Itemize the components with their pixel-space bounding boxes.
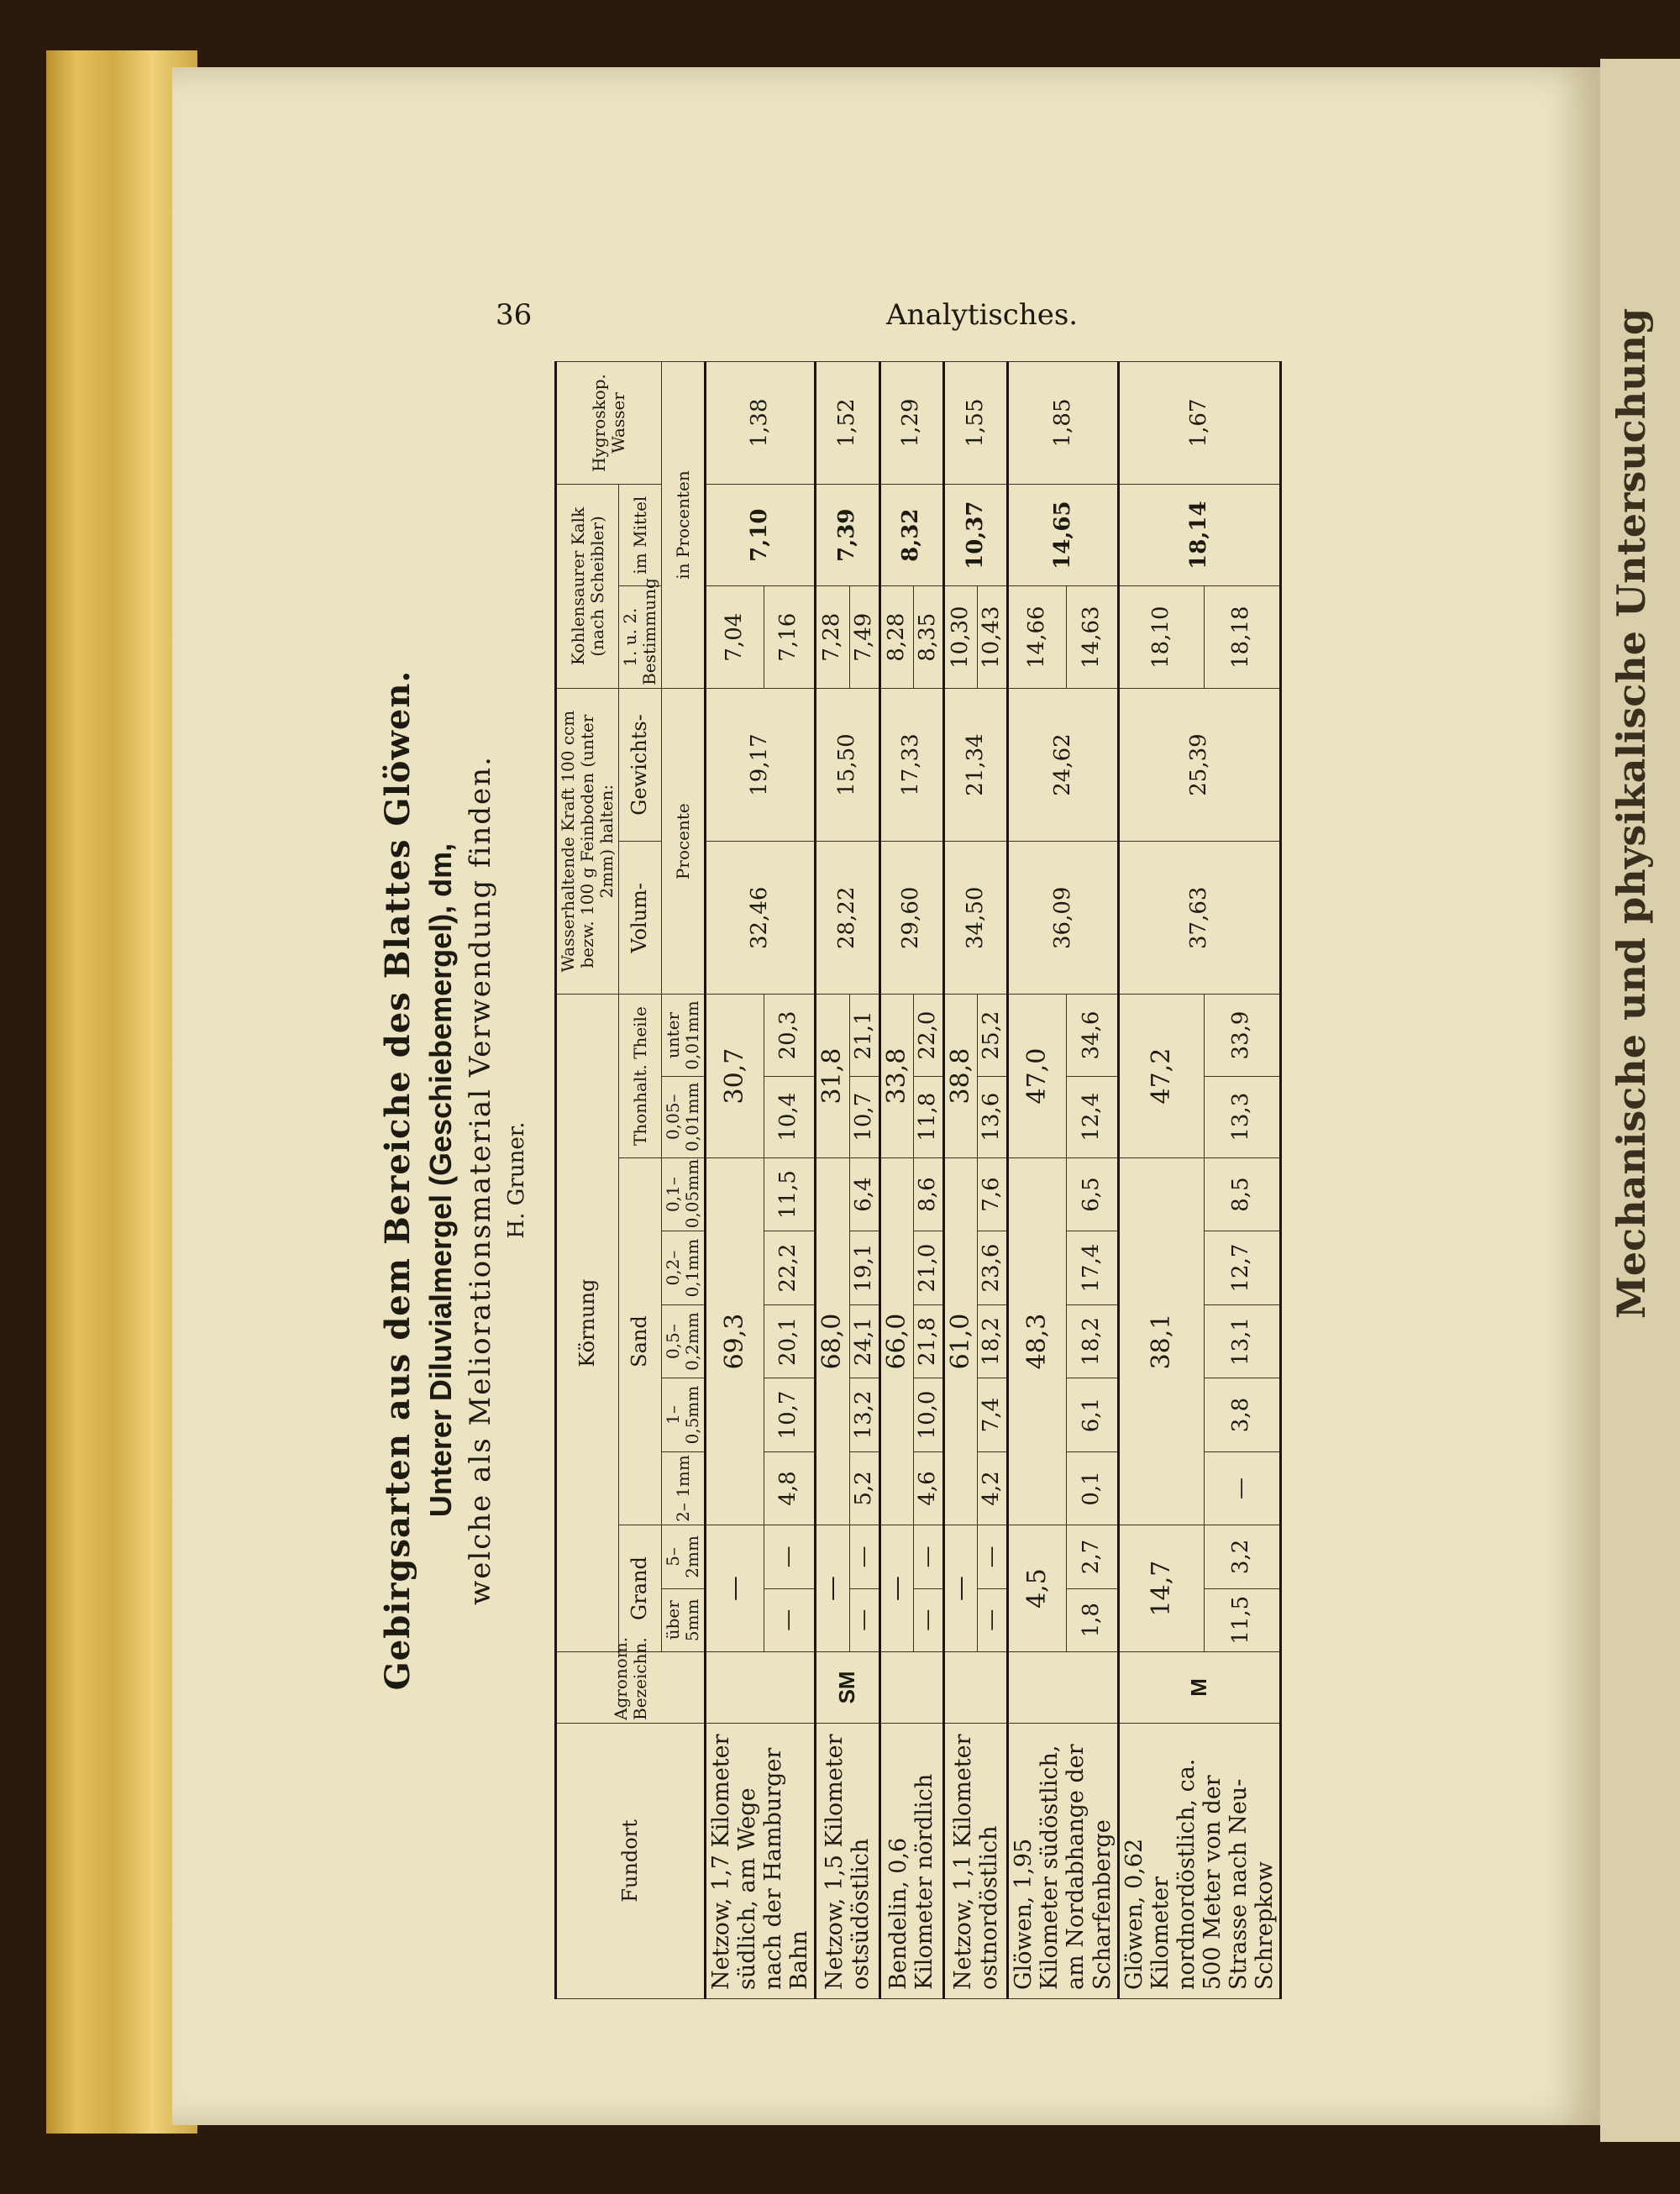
col-sand: Sand: [619, 1157, 662, 1525]
grand-1-cell: —: [764, 1588, 816, 1651]
sand-fraction-cell: 20,1: [764, 1304, 816, 1378]
hygro-cell: 1,52: [816, 362, 879, 485]
col-grand: Grand: [619, 1525, 662, 1652]
col-mittel: im Mittel: [619, 484, 662, 586]
fundort-cell: Glöwen, 1,95 Kilometer südöstlich, am Nordabhange der Scharfenberge: [1008, 1723, 1118, 1998]
sand-total-cell: 66,0: [879, 1157, 914, 1525]
volum-cell: 28,22: [816, 842, 879, 995]
gewicht-cell: 25,39: [1118, 688, 1280, 841]
gewicht-cell: 17,33: [879, 688, 943, 841]
grand-2-cell: —: [849, 1525, 879, 1588]
grand-1-cell: 11,5: [1205, 1588, 1281, 1651]
col-hygro: Hygroskop. Wasser: [556, 362, 662, 485]
sand-fraction-cell: 18,2: [978, 1304, 1008, 1378]
sand-total-cell: 61,0: [943, 1157, 978, 1525]
volum-cell: 32,46: [706, 842, 816, 995]
sand-fraction-cell: 17,4: [1066, 1231, 1118, 1304]
hygro-cell: 1,38: [706, 362, 816, 485]
grand-2-cell: —: [914, 1525, 944, 1588]
volum-cell: 36,09: [1008, 842, 1118, 995]
sand-fraction-cell: 10,7: [764, 1378, 816, 1451]
sand-fraction-cell: 5,2: [849, 1451, 879, 1525]
col-s2: 1– 0,5mm: [662, 1378, 706, 1451]
sand-fraction-cell: 13,2: [849, 1378, 879, 1451]
kalk-1-cell: 14,66: [1008, 586, 1067, 689]
sand-fraction-cell: 7,4: [978, 1378, 1008, 1451]
kalk-1-cell: 8,28: [879, 586, 914, 689]
sand-fraction-cell: 6,4: [849, 1157, 879, 1231]
grand-total-cell: —: [943, 1525, 978, 1652]
page-number: 36: [496, 298, 533, 332]
staub-cell: 13,6: [978, 1076, 1008, 1157]
feinstes-cell: 25,2: [978, 995, 1008, 1076]
col-kalk: Kohlensaurer Kalk (nach Scheibler): [556, 484, 619, 688]
thon-total-cell: 38,8: [943, 995, 978, 1157]
sand-fraction-cell: 6,5: [1066, 1157, 1118, 1231]
grand-1-cell: —: [914, 1588, 944, 1651]
sand-fraction-cell: 8,6: [914, 1157, 944, 1231]
thon-total-cell: 31,8: [816, 995, 850, 1157]
col-gewicht: Gewichts-: [619, 688, 662, 841]
col-procente: Procente: [662, 688, 706, 995]
volum-cell: 34,50: [943, 842, 1007, 995]
sand-fraction-cell: 21,8: [914, 1304, 944, 1378]
fundort-cell: Netzow, 1,1 Kilometer ostnordöstlich: [943, 1723, 1007, 1998]
table-row-totals: [706, 362, 764, 1999]
thon-total-cell: 47,2: [1118, 995, 1204, 1157]
sand-fraction-cell: 12,7: [1205, 1231, 1281, 1304]
table-title: Gebirgsarten aus dem Bereiche des Blattes Glöwen.: [378, 669, 417, 1691]
sand-total-cell: 48,3: [1008, 1157, 1067, 1525]
sand-total-cell: 38,1: [1118, 1157, 1204, 1525]
running-title: Analytisches.: [886, 298, 1079, 332]
hygro-cell: 1,29: [879, 362, 943, 485]
col-s1: 2– 1mm: [662, 1451, 706, 1525]
kalk-1-cell: 7,28: [816, 586, 850, 689]
kalk-mittel-cell: 18,14: [1118, 484, 1280, 586]
sand-fraction-cell: 21,0: [914, 1231, 944, 1304]
thon-total-cell: 30,7: [706, 995, 764, 1157]
kalk-1-cell: 10,30: [943, 586, 978, 689]
table-row-totals: [816, 362, 850, 1999]
feinstes-cell: 21,1: [849, 995, 879, 1076]
hygro-cell: 1,85: [1008, 362, 1118, 485]
feinstes-cell: 22,0: [914, 995, 944, 1076]
table-row-totals: [879, 362, 914, 1999]
col-s4: 0,2– 0,1mm: [662, 1231, 706, 1304]
sand-fraction-cell: 4,2: [978, 1451, 1008, 1525]
gewicht-cell: 19,17: [706, 688, 816, 841]
feinstes-cell: 20,3: [764, 995, 816, 1076]
grand-total-cell: 14,7: [1118, 1525, 1204, 1652]
sand-fraction-cell: —: [1205, 1451, 1281, 1525]
kalk-1-cell: 18,10: [1118, 586, 1204, 689]
kalk-mittel-cell: 14,65: [1008, 484, 1118, 586]
table-row-totals: [1008, 362, 1067, 1999]
volum-cell: 37,63: [1118, 842, 1280, 995]
sand-fraction-cell: 3,8: [1205, 1378, 1281, 1451]
grand-total-cell: —: [816, 1525, 850, 1652]
kalk-mittel-cell: 10,37: [943, 484, 1007, 586]
grand-2-cell: 2,7: [1066, 1525, 1118, 1588]
col-thonhalt: Thonhalt. Theile: [619, 995, 662, 1157]
agronom-cell: [943, 1651, 1007, 1723]
kalk-2-cell: 14,63: [1066, 586, 1118, 689]
thon-total-cell: 33,8: [879, 995, 914, 1157]
col-wasser: Wasserhaltende Kraft 100 ccm bezw. 100 g Feinboden (unter 2mm) halten:: [556, 688, 619, 995]
hygro-cell: 1,55: [943, 362, 1007, 485]
table-row-totals: [943, 362, 978, 1999]
analysis-table-wrap: [554, 361, 1579, 1999]
feinstes-cell: 33,9: [1205, 995, 1281, 1076]
grand-total-cell: —: [879, 1525, 914, 1652]
col-g1: über 5mm: [662, 1588, 706, 1651]
col-agronom: Agronom. Bezeichn.: [556, 1651, 706, 1723]
staub-cell: 10,4: [764, 1076, 816, 1157]
sand-fraction-cell: 13,1: [1205, 1304, 1281, 1378]
fundort-cell: Netzow, 1,5 Kilometer ostsüdöstlich: [816, 1723, 879, 1998]
grand-1-cell: —: [978, 1588, 1008, 1651]
grand-1-cell: —: [849, 1588, 879, 1651]
col-volum: Volum-: [619, 842, 662, 995]
sand-total-cell: 68,0: [816, 1157, 850, 1525]
sand-fraction-cell: 8,5: [1205, 1157, 1281, 1231]
sand-fraction-cell: 4,8: [764, 1451, 816, 1525]
hygro-cell: 1,67: [1118, 362, 1280, 485]
sand-total-cell: 69,3: [706, 1157, 764, 1525]
kalk-2-cell: 7,16: [764, 586, 816, 689]
col-s3: 0,5– 0,2mm: [662, 1304, 706, 1378]
agronom-cell: SM: [816, 1651, 879, 1723]
grand-1-cell: 1,8: [1066, 1588, 1118, 1651]
sand-fraction-cell: 22,2: [764, 1231, 816, 1304]
table-row-totals: [1118, 362, 1204, 1999]
agronom-cell: [1008, 1651, 1118, 1723]
feinstes-cell: 34,6: [1066, 995, 1118, 1076]
kalk-2-cell: 10,43: [978, 586, 1008, 689]
col-t2: unter 0,01mm: [662, 995, 706, 1076]
col-s5: 0,1– 0,05mm: [662, 1157, 706, 1231]
sand-fraction-cell: 0,1: [1066, 1451, 1118, 1525]
col-t1: 0,05– 0,01mm: [662, 1076, 706, 1157]
staub-cell: 12,4: [1066, 1076, 1118, 1157]
kalk-2-cell: 8,35: [914, 586, 944, 689]
fundort-cell: Bendelin, 0,6 Kilometer nördlich: [879, 1723, 943, 1998]
col-fundort: Fundort: [556, 1723, 706, 1998]
sand-fraction-cell: 7,6: [978, 1157, 1008, 1231]
sand-fraction-cell: 11,5: [764, 1157, 816, 1231]
col-inproc: in Procenten: [662, 362, 706, 689]
rotated-table-block: [378, 361, 1579, 1999]
sand-fraction-cell: 6,1: [1066, 1378, 1118, 1451]
table-subtitle: Unterer Diluvialmergel (Geschiebemergel), dm,: [423, 842, 458, 1518]
sand-fraction-cell: 24,1: [849, 1304, 879, 1378]
grand-2-cell: 3,2: [1205, 1525, 1281, 1588]
sand-fraction-cell: 19,1: [849, 1231, 879, 1304]
col-g2: 5– 2mm: [662, 1525, 706, 1588]
grand-2-cell: —: [764, 1525, 816, 1588]
sand-fraction-cell: 10,0: [914, 1378, 944, 1451]
staub-cell: 13,3: [1205, 1076, 1281, 1157]
sand-fraction-cell: 4,6: [914, 1451, 944, 1525]
thon-total-cell: 47,0: [1008, 995, 1067, 1157]
analysis-table: [554, 361, 1282, 1999]
agronom-cell: [879, 1651, 943, 1723]
grand-total-cell: —: [706, 1525, 764, 1652]
facing-page-text: Mechanische und physikalische Untersuchung: [1609, 307, 1654, 1319]
table-author: H. Gruner.: [504, 1121, 529, 1239]
grand-2-cell: —: [978, 1525, 1008, 1588]
table-description: welche als Meliorationsmaterial Verwendung finden.: [464, 755, 497, 1605]
sand-fraction-cell: 18,2: [1066, 1304, 1118, 1378]
fundort-cell: Netzow, 1,7 Kilometer südlich, am Wege nach der Hamburger Bahn: [706, 1723, 816, 1998]
grand-total-cell: 4,5: [1008, 1525, 1067, 1652]
facing-page: [1600, 59, 1680, 2142]
col-best: 1. u. 2. Bestimmung: [619, 586, 662, 689]
agronom-cell: M: [1118, 1651, 1280, 1723]
gewicht-cell: 15,50: [816, 688, 879, 841]
volum-cell: 29,60: [879, 842, 943, 995]
col-koernung: Körnung: [556, 995, 619, 1652]
staub-cell: 10,7: [849, 1076, 879, 1157]
agronom-cell: [706, 1651, 816, 1723]
kalk-2-cell: 18,18: [1205, 586, 1281, 689]
kalk-2-cell: 7,49: [849, 586, 879, 689]
kalk-1-cell: 7,04: [706, 586, 764, 689]
kalk-mittel-cell: 7,10: [706, 484, 816, 586]
fundort-cell: Glöwen, 0,62 Kilometer nordnordöstlich, ca. 500 Meter von der Strasse nach Neu-Schrepkow: [1118, 1723, 1280, 1998]
kalk-mittel-cell: 7,39: [816, 484, 879, 586]
page-header: [496, 298, 1079, 340]
table-body: [706, 362, 1281, 1999]
gewicht-cell: 24,62: [1008, 688, 1118, 841]
staub-cell: 11,8: [914, 1076, 944, 1157]
gewicht-cell: 21,34: [943, 688, 1007, 841]
sand-fraction-cell: 23,6: [978, 1231, 1008, 1304]
kalk-mittel-cell: 8,32: [879, 484, 943, 586]
